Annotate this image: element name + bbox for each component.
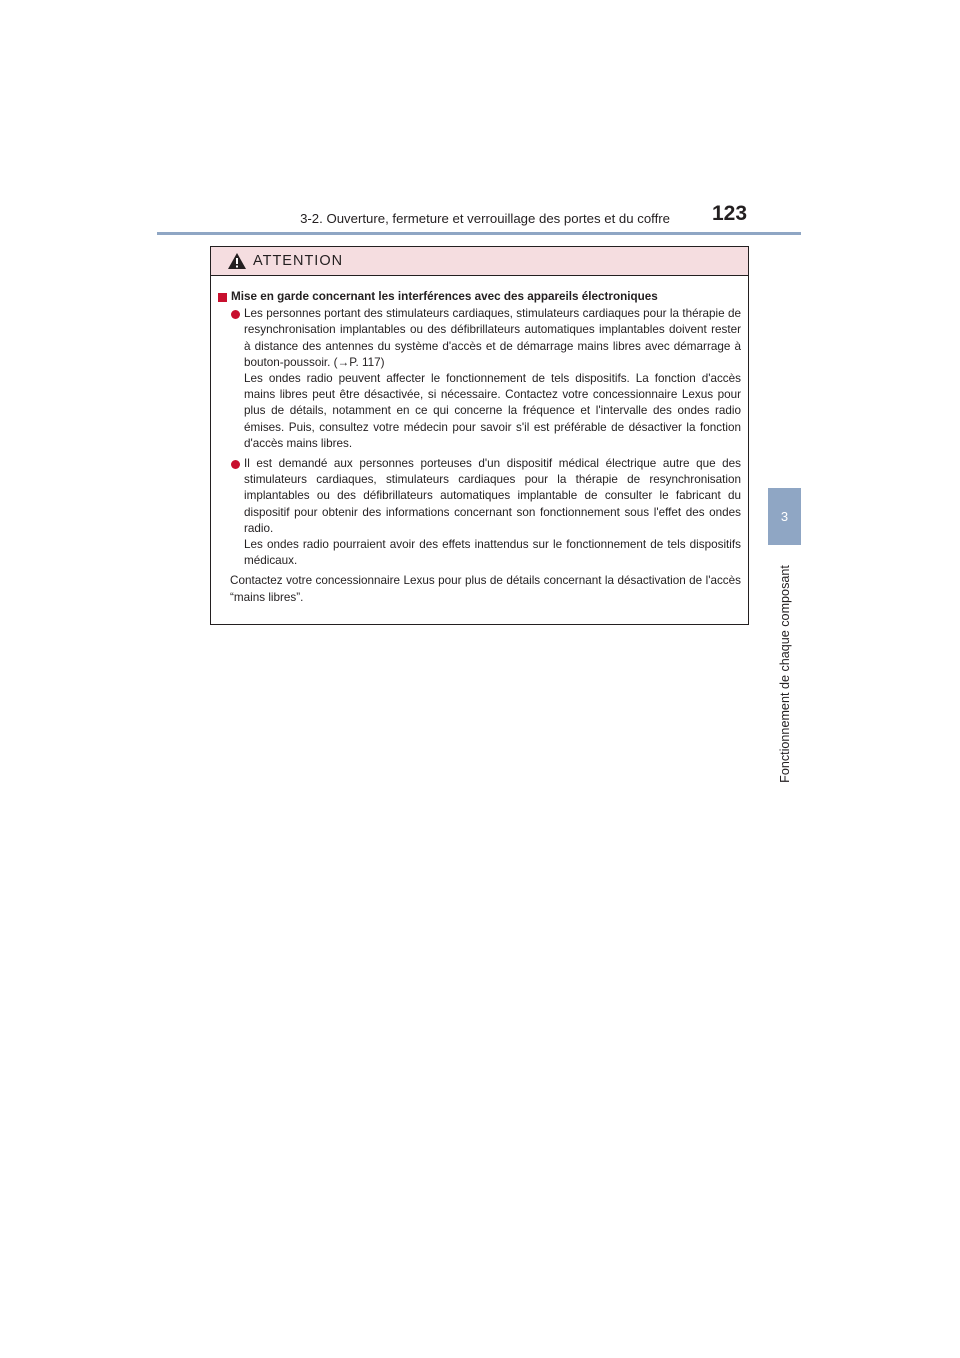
warning-title: ATTENTION — [253, 253, 344, 269]
header-rule — [157, 232, 801, 235]
warning-body — [211, 276, 748, 606]
bullet-paragraph: Il est demandé aux personnes porteuses d'un dispositif médical électrique autre que des stimulateurs cardiaques, stimulateurs cardiaques pour la thérapie de resynchronisation implantables ou des défibrillateurs automatiques implantable de consulter le fabricant du dispositif pour obtenir des informations concernant son fonctionnement sous l'effet des ondes radio. — [244, 457, 741, 535]
bullet-paragraph: Les ondes radio peuvent affecter le fonctionnement de tels dispositifs. La fonction d'accès mains libres peut être désactivée, si nécessaire. Contactez votre concessionnaire Lexus pour plus de détails, notamment en ce qui concerne la fréquence et l'intervalle des ondes radio émises. Puis, consultez votre médecin pour savoir s'il est préférable de désactiver la fonction d'accès mains libres. — [244, 372, 741, 450]
warning-triangle-icon — [227, 252, 247, 270]
closing-text: Contactez votre concessionnaire Lexus pour plus de détails concernant la désactivation de l'accès “mains libres”. — [230, 574, 741, 604]
warning-box — [210, 246, 749, 625]
bullet-text — [244, 456, 741, 569]
round-bullet-icon — [231, 310, 240, 319]
page-number: 123 — [712, 202, 748, 225]
list-item — [231, 306, 741, 452]
chapter-label: Fonctionnement de chaque composant — [778, 565, 792, 783]
round-bullet-icon — [231, 460, 240, 469]
bullet-paragraph: Les ondes radio pourraient avoir des effets inattendus sur le fonctionnement de tels dispositifs médicaux. — [244, 538, 741, 568]
section-heading-text: Mise en garde concernant les interférences avec des appareils électroniques — [231, 290, 658, 303]
square-bullet-icon — [218, 293, 227, 302]
warning-header — [211, 247, 748, 276]
list-item — [231, 456, 741, 569]
section-title: 3-2. Ouverture, fermeture et verrouillage des portes et du coffre — [300, 211, 670, 226]
section-heading — [218, 289, 741, 305]
bullet-paragraph: Les personnes portant des stimulateurs cardiaques, stimulateurs cardiaques pour la thérapie de resynchronisation implantables ou des défibrillateurs automatiques implantables doivent rester à distance des antennes du système d'accès et de démarrage mains libres avec démarrage à bouton-poussoir. (→P. 117) — [244, 307, 741, 369]
bullet-text — [244, 306, 741, 452]
chapter-tab: 3 — [768, 488, 801, 545]
